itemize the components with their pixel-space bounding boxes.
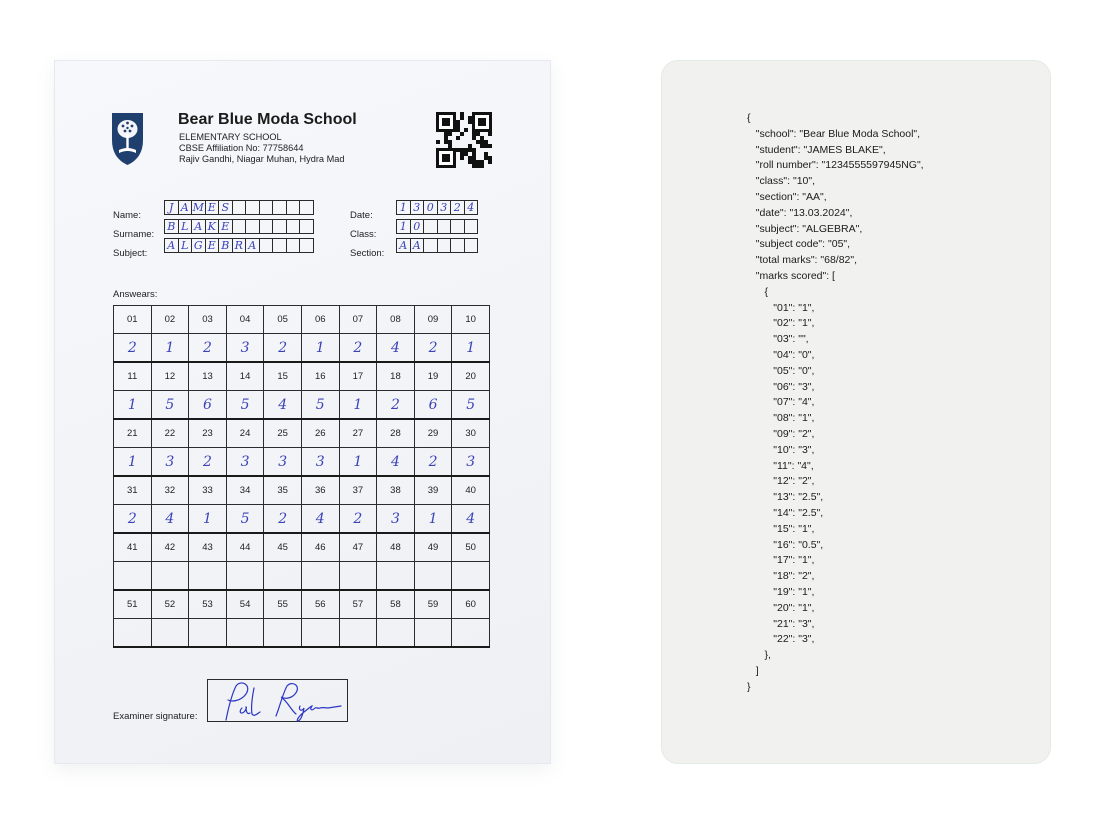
code-line: "06": "3", — [747, 380, 815, 393]
code-line: "01": "1", — [747, 301, 815, 314]
answer-cell: 5 — [301, 391, 339, 420]
answer-cell: 1 — [339, 448, 377, 477]
question-number: 42 — [151, 533, 189, 562]
answer-cell — [339, 619, 377, 648]
signature-label: Examiner signature: — [113, 711, 198, 722]
question-number: 53 — [189, 590, 227, 619]
question-number: 46 — [301, 533, 339, 562]
question-number-row — [114, 362, 490, 391]
form-name-box: A — [178, 200, 193, 215]
form-class-box: 1 — [396, 219, 411, 234]
answer-cell — [226, 619, 264, 648]
form-name-box: E — [205, 200, 220, 215]
code-line: "08": "1", — [747, 412, 815, 425]
question-number: 48 — [377, 533, 415, 562]
class-label: Class: — [350, 229, 377, 240]
answer-cell: 3 — [377, 505, 415, 534]
question-number: 36 — [301, 476, 339, 505]
code-line: "11": "4", — [747, 459, 814, 472]
question-number: 02 — [151, 306, 189, 334]
form-subject-box: A — [245, 238, 260, 253]
answer-cell: 4 — [151, 505, 189, 534]
code-line: ] — [747, 664, 759, 677]
question-number: 12 — [151, 362, 189, 391]
school-crest-logo — [110, 110, 145, 166]
answer-cell: 4 — [264, 391, 302, 420]
form-subject-box — [286, 238, 301, 253]
question-number: 31 — [114, 476, 152, 505]
school-address: Rajiv Gandhi, Niagar Muhan, Hydra Mad — [179, 154, 345, 164]
form-subject-box: R — [232, 238, 247, 253]
answer-cell: 6 — [414, 391, 452, 420]
answer-cell: 1 — [114, 448, 152, 477]
question-number: 55 — [264, 590, 302, 619]
answer-cell — [301, 562, 339, 591]
question-number: 51 — [114, 590, 152, 619]
answer-cell — [377, 562, 415, 591]
question-number: 50 — [452, 533, 490, 562]
form-section-box — [464, 238, 479, 253]
answer-cell: 1 — [339, 391, 377, 420]
question-number: 28 — [377, 419, 415, 448]
code-line: { — [747, 285, 769, 298]
question-number: 54 — [226, 590, 264, 619]
question-number: 13 — [189, 362, 227, 391]
code-line: "student": "JAMES BLAKE", — [747, 143, 886, 156]
surname-field — [165, 220, 314, 234]
question-number: 59 — [414, 590, 452, 619]
answers-label: Answears: — [113, 289, 158, 300]
handwritten-signature — [208, 680, 349, 723]
code-line: "04": "0", — [747, 348, 815, 361]
code-line: "marks scored": [ — [747, 269, 835, 282]
code-line: "school": "Bear Blue Moda School", — [747, 127, 921, 140]
answer-cell: 2 — [189, 448, 227, 477]
answer-cell — [264, 562, 302, 591]
answer-cell: 2 — [339, 505, 377, 534]
code-line: "22": "3", — [747, 633, 815, 646]
form-subject-box — [259, 238, 274, 253]
code-line: "07": "4", — [747, 396, 815, 409]
code-line: "15": "1", — [747, 522, 815, 535]
form-surname-box — [272, 219, 287, 234]
question-number: 04 — [226, 306, 264, 334]
question-number: 19 — [414, 362, 452, 391]
answer-cell: 1 — [414, 505, 452, 534]
answer-cell: 2 — [114, 334, 152, 363]
school-type: ELEMENTARY SCHOOL — [179, 132, 282, 142]
question-number: 18 — [377, 362, 415, 391]
form-name-box — [286, 200, 301, 215]
code-line: }, — [747, 649, 771, 662]
question-number-row — [114, 419, 490, 448]
form-class-box — [423, 219, 438, 234]
answer-cell: 5 — [452, 391, 490, 420]
question-number: 17 — [339, 362, 377, 391]
answer-cell: 1 — [189, 505, 227, 534]
question-number: 27 — [339, 419, 377, 448]
form-surname-box — [259, 219, 274, 234]
answer-cell: 5 — [226, 505, 264, 534]
answer-cell: 3 — [264, 448, 302, 477]
form-class-box: 0 — [410, 219, 425, 234]
question-number: 32 — [151, 476, 189, 505]
question-number: 47 — [339, 533, 377, 562]
answer-cell — [189, 619, 227, 648]
form-section-box: A — [396, 238, 411, 253]
answer-row — [114, 562, 490, 591]
question-number: 56 — [301, 590, 339, 619]
answer-cell — [264, 619, 302, 648]
question-number: 57 — [339, 590, 377, 619]
answer-cell — [114, 619, 152, 648]
code-line: } — [747, 680, 751, 693]
question-number: 29 — [414, 419, 452, 448]
class-field — [397, 220, 478, 234]
form-date-box: 0 — [423, 200, 438, 215]
question-number: 43 — [189, 533, 227, 562]
form-name-box — [299, 200, 314, 215]
date-label: Date: — [350, 210, 373, 221]
question-number-row — [114, 476, 490, 505]
answer-cell: 4 — [377, 448, 415, 477]
form-name-box — [245, 200, 260, 215]
form-section-box — [423, 238, 438, 253]
answer-cell: 1 — [452, 334, 490, 363]
question-number: 38 — [377, 476, 415, 505]
question-number: 37 — [339, 476, 377, 505]
answer-cell: 1 — [151, 334, 189, 363]
form-name-box: S — [218, 200, 233, 215]
answer-cell: 1 — [114, 391, 152, 420]
form-section-box: A — [410, 238, 425, 253]
answer-cell: 3 — [226, 334, 264, 363]
subject-label: Subject: — [113, 248, 148, 259]
name-label: Name: — [113, 210, 141, 221]
code-line: "subject": "ALGEBRA", — [747, 222, 863, 235]
form-class-box — [464, 219, 479, 234]
answer-cell: 6 — [189, 391, 227, 420]
form-name-box — [232, 200, 247, 215]
answer-cell: 1 — [301, 334, 339, 363]
code-line: "03": "", — [747, 333, 809, 346]
form-class-box — [437, 219, 452, 234]
code-line: "14": "2.5", — [747, 506, 824, 519]
code-line: "21": "3", — [747, 617, 815, 630]
answer-cell: 4 — [301, 505, 339, 534]
answer-cell — [226, 562, 264, 591]
answer-cell: 4 — [377, 334, 415, 363]
name-field — [165, 201, 314, 215]
code-line: "date": "13.03.2024", — [747, 206, 853, 219]
answer-cell — [339, 562, 377, 591]
answer-cell: 2 — [264, 505, 302, 534]
code-line: "section": "AA", — [747, 190, 827, 203]
form-surname-box — [245, 219, 260, 234]
answer-cell: 2 — [264, 334, 302, 363]
school-name: Bear Blue Moda School — [178, 111, 357, 128]
question-number: 44 — [226, 533, 264, 562]
question-number: 30 — [452, 419, 490, 448]
form-surname-box — [286, 219, 301, 234]
question-number: 49 — [414, 533, 452, 562]
question-number: 52 — [151, 590, 189, 619]
question-number: 03 — [189, 306, 227, 334]
form-surname-box: E — [218, 219, 233, 234]
code-line: "16": "0.5", — [747, 538, 824, 551]
answer-cell — [377, 619, 415, 648]
code-line: "subject code": "05", — [747, 238, 851, 251]
answer-cell: 3 — [301, 448, 339, 477]
form-surname-box — [232, 219, 247, 234]
form-surname-box — [299, 219, 314, 234]
answer-row — [114, 334, 490, 363]
answer-cell — [114, 562, 152, 591]
school-affiliation: CBSE Affiliation No: 77758644 — [179, 143, 304, 153]
answer-cell — [189, 562, 227, 591]
answer-sheet — [55, 61, 550, 763]
question-number: 23 — [189, 419, 227, 448]
form-date-box: 3 — [437, 200, 452, 215]
question-number: 15 — [264, 362, 302, 391]
question-number: 21 — [114, 419, 152, 448]
question-number: 10 — [452, 306, 490, 334]
form-subject-box — [272, 238, 287, 253]
form-date-box: 3 — [410, 200, 425, 215]
answer-cell: 2 — [414, 448, 452, 477]
code-line: "02": "1", — [747, 317, 815, 330]
date-field — [397, 201, 478, 215]
form-class-box — [450, 219, 465, 234]
question-number: 06 — [301, 306, 339, 334]
answer-cell — [414, 619, 452, 648]
answer-cell: 2 — [189, 334, 227, 363]
form-subject-box: L — [178, 238, 193, 253]
code-line: "roll number": "1234555597945NG", — [747, 159, 924, 172]
answer-cell: 3 — [226, 448, 264, 477]
question-number: 26 — [301, 419, 339, 448]
surname-label: Surname: — [113, 229, 155, 240]
form-surname-box: L — [178, 219, 193, 234]
code-line: "10": "3", — [747, 443, 815, 456]
form-name-box — [259, 200, 274, 215]
form-section-box — [437, 238, 452, 253]
question-number: 22 — [151, 419, 189, 448]
code-line: { — [747, 112, 751, 124]
question-number: 41 — [114, 533, 152, 562]
answer-cell: 2 — [114, 505, 152, 534]
answer-row — [114, 448, 490, 477]
question-number: 25 — [264, 419, 302, 448]
answer-cell — [414, 562, 452, 591]
form-surname-box: A — [191, 219, 206, 234]
question-number: 05 — [264, 306, 302, 334]
answer-cell — [151, 562, 189, 591]
subject-field — [165, 239, 314, 253]
question-number: 40 — [452, 476, 490, 505]
code-line: "17": "1", — [747, 554, 815, 567]
question-number: 34 — [226, 476, 264, 505]
answer-row — [114, 391, 490, 420]
code-line: "13": "2.5", — [747, 491, 824, 504]
code-line: "19": "1", — [747, 585, 815, 598]
question-number: 11 — [114, 362, 152, 391]
code-line: "20": "1", — [747, 601, 815, 614]
answer-cell: 3 — [151, 448, 189, 477]
question-number: 07 — [339, 306, 377, 334]
form-subject-box: B — [218, 238, 233, 253]
code-line: "05": "0", — [747, 364, 815, 377]
question-number: 20 — [452, 362, 490, 391]
answer-cell — [301, 619, 339, 648]
answer-cell: 5 — [151, 391, 189, 420]
answer-cell — [452, 562, 490, 591]
question-number-row — [114, 590, 490, 619]
form-name-box: J — [164, 200, 179, 215]
form-name-box: M — [192, 201, 204, 214]
answer-cell — [452, 619, 490, 648]
answer-cell: 5 — [226, 391, 264, 420]
question-number: 16 — [301, 362, 339, 391]
answer-row — [114, 505, 490, 534]
form-subject-box: G — [191, 238, 206, 253]
answer-row — [114, 619, 490, 648]
json-output-code — [747, 111, 924, 695]
code-line: "18": "2", — [747, 570, 815, 583]
signature-box — [207, 679, 348, 722]
question-number: 45 — [264, 533, 302, 562]
form-date-box: 1 — [396, 200, 411, 215]
question-number-row — [114, 306, 490, 334]
code-line: "class": "10", — [747, 175, 816, 188]
form-name-box — [272, 200, 287, 215]
answer-cell: 2 — [377, 391, 415, 420]
answer-cell: 2 — [339, 334, 377, 363]
question-number: 60 — [452, 590, 490, 619]
answer-cell: 4 — [452, 505, 490, 534]
question-number: 08 — [377, 306, 415, 334]
form-date-box: 4 — [464, 200, 479, 215]
form-section-box — [450, 238, 465, 253]
qr-code — [436, 112, 492, 168]
question-number: 09 — [414, 306, 452, 334]
question-number: 24 — [226, 419, 264, 448]
answers-grid — [113, 305, 490, 648]
form-subject-box: A — [164, 238, 179, 253]
answer-cell: 2 — [414, 334, 452, 363]
code-line: "12": "2", — [747, 475, 815, 488]
form-surname-box: B — [164, 219, 179, 234]
section-field — [397, 239, 478, 253]
question-number: 33 — [189, 476, 227, 505]
answer-cell — [151, 619, 189, 648]
form-date-box: 2 — [450, 200, 465, 215]
question-number: 58 — [377, 590, 415, 619]
question-number: 39 — [414, 476, 452, 505]
form-surname-box: K — [205, 219, 220, 234]
answer-cell: 3 — [452, 448, 490, 477]
form-subject-box: E — [205, 238, 220, 253]
code-line: "total marks": "68/82", — [747, 254, 858, 267]
question-number: 01 — [114, 306, 152, 334]
code-line: "09": "2", — [747, 427, 815, 440]
question-number: 14 — [226, 362, 264, 391]
section-label: Section: — [350, 248, 385, 259]
question-number-row — [114, 533, 490, 562]
form-subject-box — [299, 238, 314, 253]
question-number: 35 — [264, 476, 302, 505]
